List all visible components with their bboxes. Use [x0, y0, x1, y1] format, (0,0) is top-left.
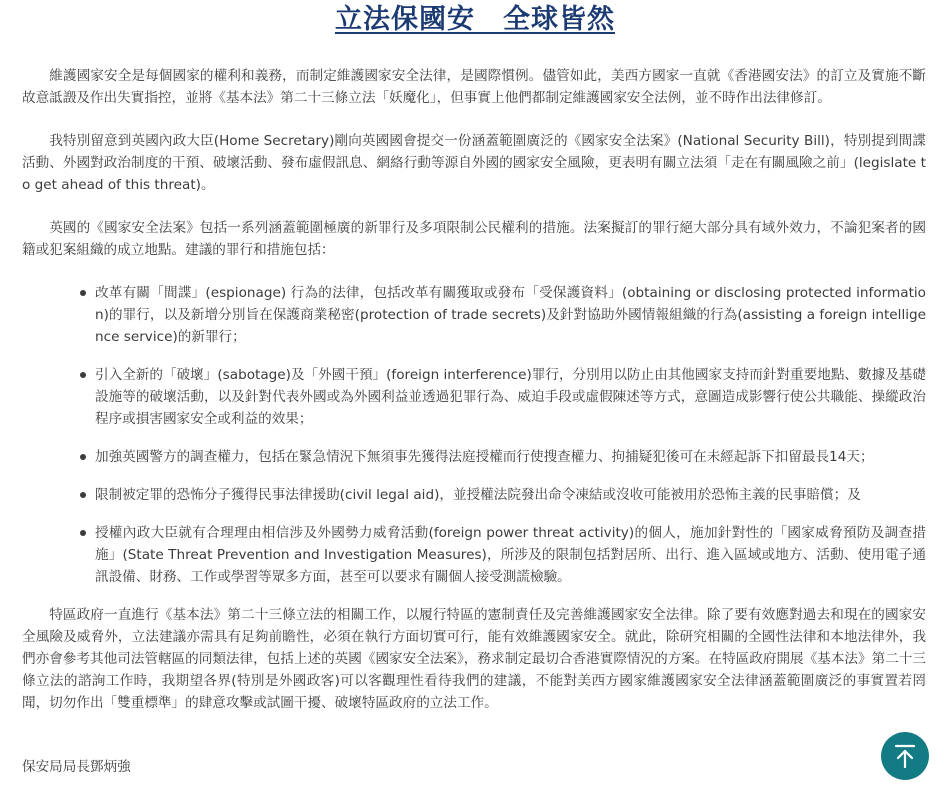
closing-paragraph: 特區政府一直進行《基本法》第二十三條立法的相關工作，以履行特區的憲制責任及完善維護國家安全法律。除了要有效應對過去和現在的國家安全風險及威脅外，立法建議亦需具有足夠前瞻性，必須在執行方面切實可行，能有效維護國家安全。就此，除研究相關的全國性法律和本地法律外，我們亦會參考其他司法管轄區的同類法律，包括上述的英國《國家安全法案》，務求制定最切合香港實際情況的方案。在特區政府開展《基本法》第二十三條立法的諮詢工作時，我期望各界(特別是外國政客)可以客觀理性看待我們的建議，不能對美西方國家維護國家安全法律涵蓋範圍廣泛的事實置若罔聞，切勿作出「雙重標準」的肆意攻擊或試圖干擾、破壞特區政府的立法工作。 [22, 607, 926, 711]
list-item: 授權內政大臣就有合理理由相信涉及外國勢力威脅活動(foreign power threat activity)的個人，施加針對性的「國家威脅預防及調查措施」(State Threat Prevention and Investigation Measures)，所涉及的限制包括對居所、出行、進入區域或地方、活動、使用電子通訊設備、財務、工作或學習等眾多方面，甚至可以要求有關個人接受測謊檢驗。 [95, 522, 926, 588]
page-title: 立法保國安 全球皆然 [335, 4, 615, 35]
list-item: 限制被定罪的恐怖分子獲得民事法律援助(civil legal aid)，並授權法院發出命令凍結或沒收可能被用於恐怖主義的民事賠償；及 [95, 484, 926, 506]
signature: 保安局局長鄧炳強 [22, 759, 131, 775]
measures-list [22, 282, 926, 588]
arrow-up-to-line-icon [892, 743, 918, 769]
list-item: 加強英國警方的調查權力，包括在緊急情況下無須事先獲得法庭授權而行使搜查權力、拘捕疑犯後可在未經起訴下扣留最長14天； [95, 446, 926, 468]
back-to-top-button[interactable] [881, 732, 929, 780]
article-paragraph: 英國的《國家安全法案》包括一系列涵蓋範圍極廣的新罪行及多項限制公民權利的措施。法案擬訂的罪行絕大部分具有域外效力，不論犯案者的國籍或犯案組織的成立地點。建議的罪行和措施包括： [22, 220, 926, 258]
list-item: 引入全新的「破壞」(sabotage)及「外國干預」(foreign interference)罪行，分別用以防止由其他國家支持而針對重要地點、數據及基礎設施等的破壞活動，以及針對代表外國或為外國利益並透過犯罪行為、威迫手段或虛假陳述等方式，意圖造成影響行使公共職能、操縱政治程序或損害國家安全或利益的效果； [95, 364, 926, 430]
article-paragraph: 我特別留意到英國內政大臣(Home Secretary)剛向英國國會提交一份涵蓋範圍廣泛的《國家安全法案》(National Security Bill)，特別提到間諜活動、外國對政治制度的干預、破壞活動、發布虛假訊息、網絡行動等源自外國的國家安全風險，更表明有關立法須「走在有關風險之前」(legislate to get ahead of this threat)。 [22, 133, 926, 193]
article-body [22, 65, 926, 778]
list-item: 改革有關「間諜」(espionage) 行為的法律，包括改革有關獲取或發布「受保護資料」(obtaining or disclosing protected information)的罪行，以及新增分別旨在保護商業秘密(protection of trade secrets)及針對協助外國情報組織的行為(assisting a foreign intelligence service)的新罪行； [95, 282, 926, 348]
article-paragraph: 維護國家安全是每個國家的權利和義務，而制定維護國家安全法律，是國際慣例。儘管如此，美西方國家一直就《香港國安法》的訂立及實施不斷故意詆譭及作出失實指控，並將《基本法》第二十三條立法「妖魔化」，但事實上他們都制定維護國家安全法例，並不時作出法律修訂。 [22, 68, 926, 106]
